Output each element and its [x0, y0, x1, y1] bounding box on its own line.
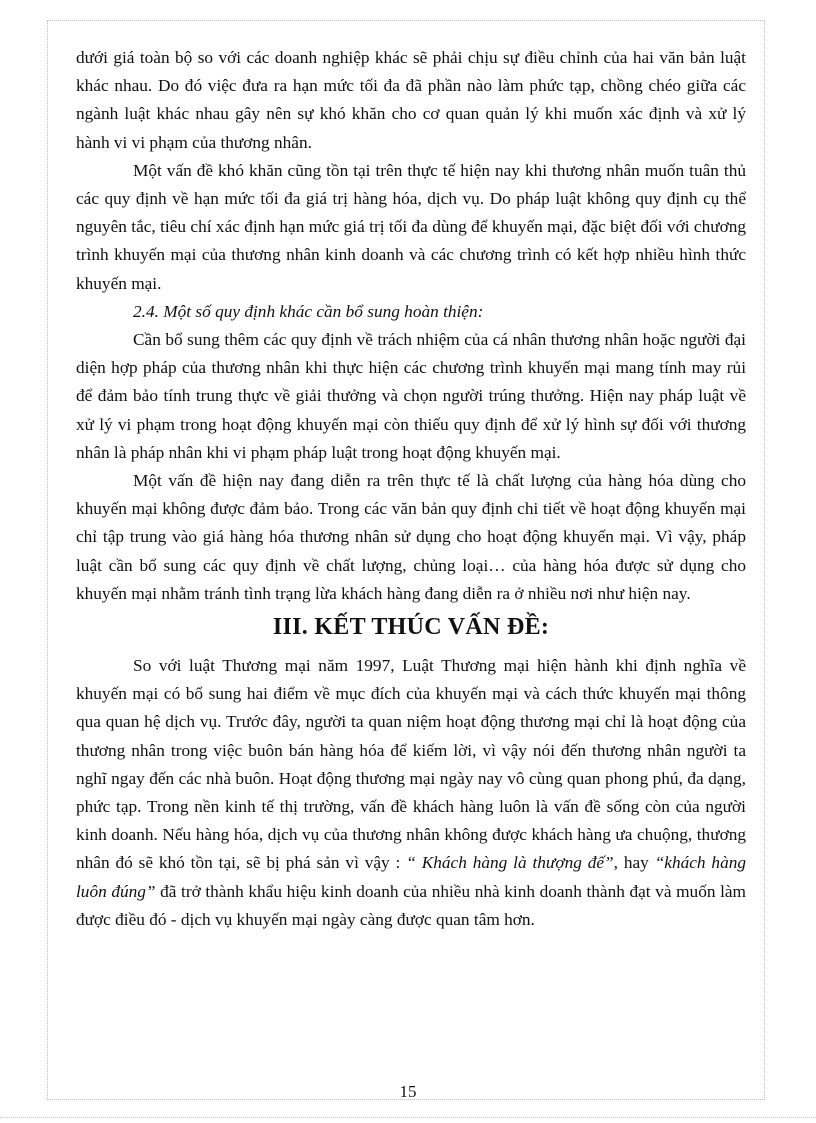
paragraph: Một vấn đề khó khăn cũng tồn tại trên thực tế hiện nay khi thương nhân muốn tuân thủ các quy định về hạn mức tối đa giá trị hàng hóa, dịch vụ. Do pháp luật không quy định cụ thể nguyên tắc, tiêu chí xác định hạn mức giá trị tối đa dùng để khuyến mại, đặc biệt đối với chương trình khuyến mại của thương nhân kinh doanh và các chương trình có kết hợp nhiều hình thức khuyến mại. [76, 160, 746, 293]
paragraph: Một vấn đề hiện nay đang diễn ra trên thực tế là chất lượng của hàng hóa dùng cho khuyến mại không được đảm bảo. Trong các văn bản quy định chi tiết về hoạt động khuyến mại chỉ tập trung vào giá hàng hóa thương nhân sử dụng cho hoạt động khuyến mại. Vì vậy, pháp luật cần bổ sung các quy định về chất lượng, chủng loại… của hàng hóa được sử dụng cho khuyến mại nhằm tránh tình trạng lừa khách hàng đang diễn ra ở nhiều nơi như hiện nay. [76, 471, 746, 603]
quote-1: “ Khách hàng là thượng đế” [406, 853, 614, 873]
final-paragraph-text-middle: , hay [613, 853, 655, 873]
paragraph: Cần bổ sung thêm các quy định về trách nhiệm của cá nhân thương nhân hoặc người đại diện hợp pháp của thương nhân khi thực hiện các chương trình khuyến mại mang tính may rủi để đảm bảo tính trung thực về giải thưởng và chọn người trúng thưởng. Hiện nay pháp luật về xử lý vi phạm trong hoạt động khuyến mại còn thiếu quy định để xử lý hình sự đối với thương nhân là pháp nhân khi vi phạm pháp luật trong hoạt động khuyến mại. [76, 330, 746, 462]
paragraph: dưới giá toàn bộ so với các doanh nghiệp khác sẽ phải chịu sự điều chỉnh của hai văn bản luật khác nhau. Do đó việc đưa ra hạn mức tối đa đã phần nào làm phức tạp, chồng chéo giữa các ngành luật khác nhau gây nên sự khó khăn cho cơ quan quản lý khi muốn xác định và xử lý hành vi vi phạm của thương nhân. [76, 48, 746, 152]
final-paragraph [76, 652, 746, 934]
final-paragraph-text: So với luật Thương mại năm 1997, Luật Thương mại hiện hành khi định nghĩa về khuyến mại có bổ sung hai điểm về mục đích của khuyến mại và cách thức khuyến mại thông qua quan hệ dịch vụ. Trước đây, người ta quan niệm hoạt động thương mại chỉ là hoạt động của thương nhân trong việc buôn bán hàng hóa để kiếm lời, vì vậy nói đến thương nhân người ta nghĩ ngay đến các nhà buôn. Hoạt động thương mại ngày nay vô cùng quan phong phú, đa dạng, phức tạp. Trong nền kinh tế thị trường, vấn đề khách hàng luôn là vấn đề sống còn của người kinh doanh. Nếu hàng hóa, dịch vụ của thương nhân không được khách hàng ưa chuộng, thương nhân đó sẽ khó tồn tại, sẽ bị phá sản vì vậy : [76, 656, 746, 873]
subheading: 2.4. Một số quy định khác cần bổ sung hoàn thiện: [133, 301, 484, 321]
page-number: 15 [399, 1082, 417, 1101]
final-paragraph-text-end: đã trở thành khẩu hiệu kinh doanh của nhiều nhà kinh doanh thành đạt và muốn làm được điều đó - dịch vụ khuyến mại ngày càng được quan tâm hơn. [76, 881, 746, 929]
section-heading: III. KẾT THÚC VẤN ĐỀ: [272, 614, 550, 641]
quote-2: “khách hàng luôn đúng” [76, 853, 746, 901]
document-body [76, 44, 746, 934]
bottom-rule [0, 1117, 816, 1118]
